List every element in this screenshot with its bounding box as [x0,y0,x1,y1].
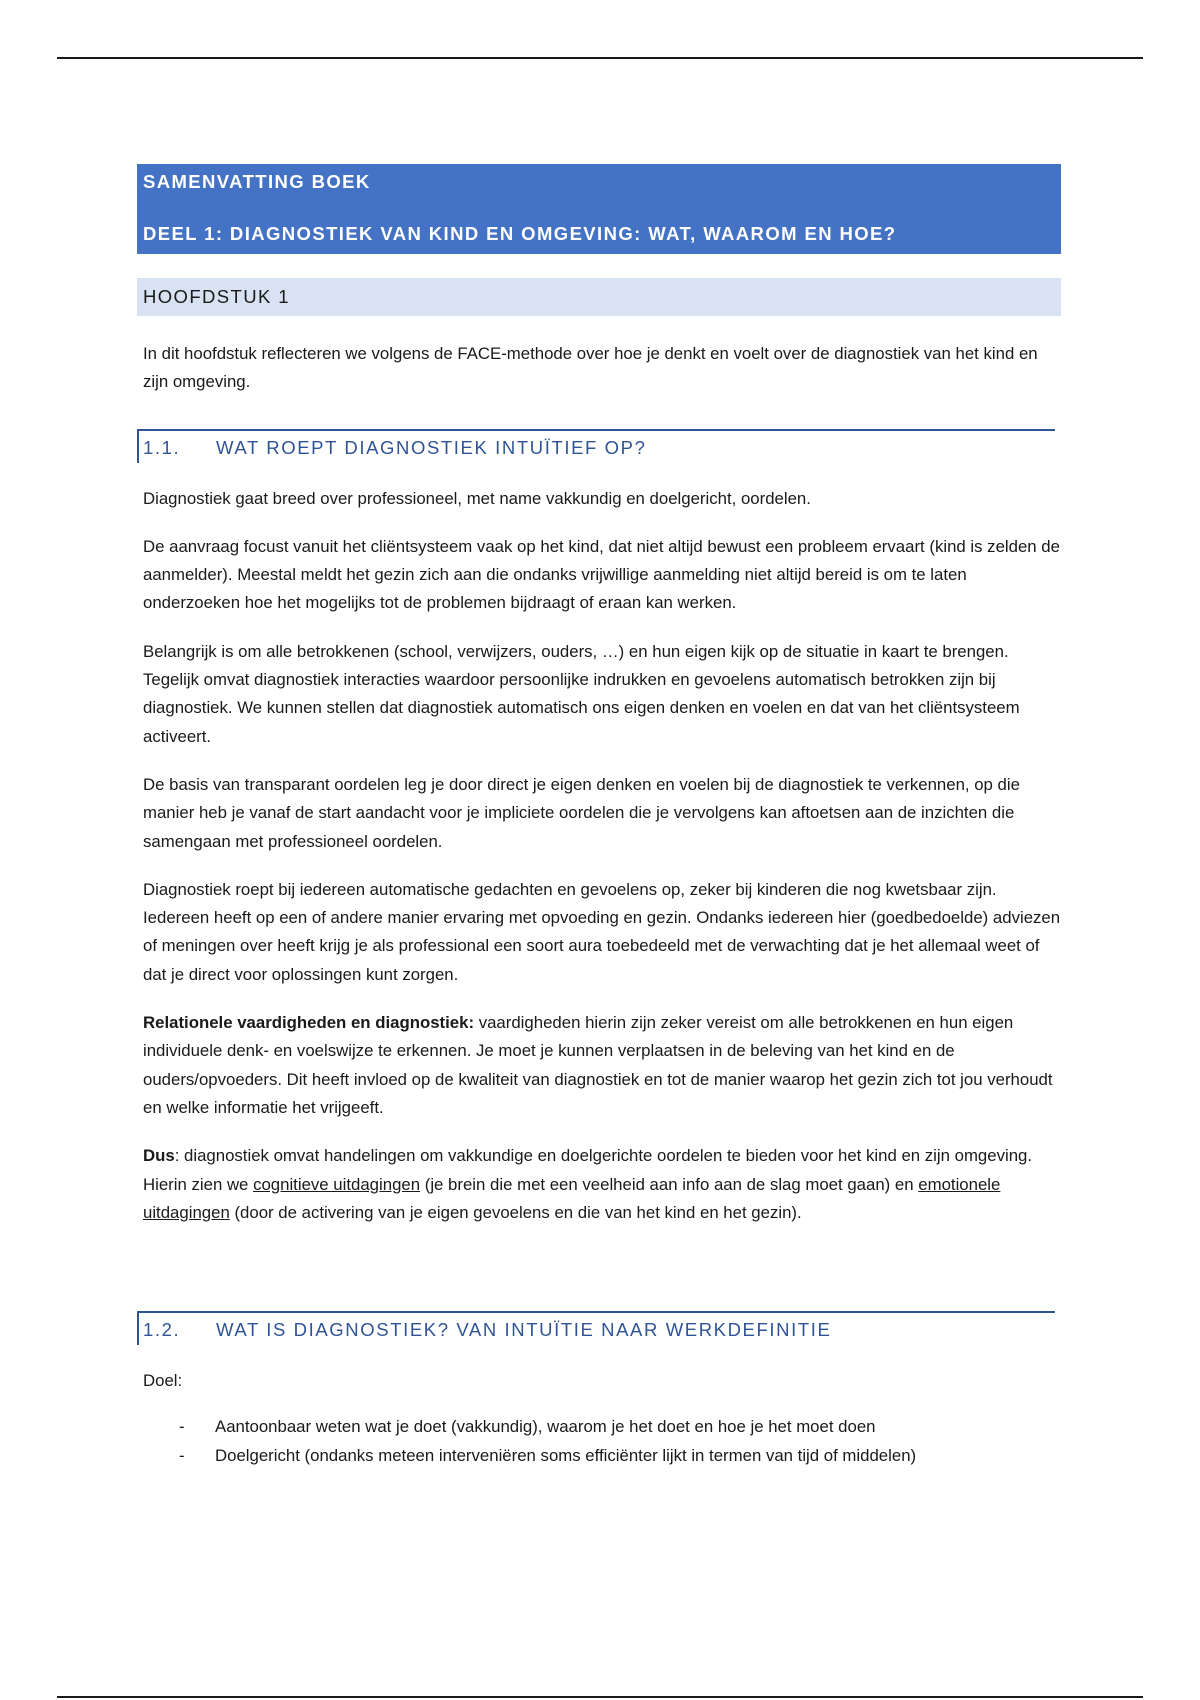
section-number: 1.2. [143,1319,181,1341]
banner-subtitle: DEEL 1: DIAGNOSTIEK VAN KIND EN OMGEVING: WAT, WAAROM EN HOE? [143,223,897,244]
bold-term: Dus [143,1146,175,1166]
list-item-text: Doelgericht (ondanks meteen interveniëren soms efficiënter lijkt in termen van tijd of middelen) [215,1445,917,1465]
paragraph: De basis van transparant oordelen leg je door direct je eigen denken en voelen bij de diagnostiek te verkennen, op die manier heb je vanaf de start aandacht voor je impliciete oordelen die je vervolgens kan aftoetsen aan de inzichten die samengaan met professioneel oordelen. [143,774,1020,851]
paragraph: Diagnostiek gaat breed over professioneel, met name vakkundig en doelgericht, oordelen. [143,488,811,508]
bullet-dash: - [179,1417,185,1437]
title-banner [137,164,1061,254]
paragraph-text: : diagnostiek omvat handelingen om vakkundige en doelgerichte oordelen te bieden voor het kind en zijn omgeving. Hierin zien we [143,1146,1033,1194]
goal-list [137,1413,1061,1470]
underlined-term: cognitieve uitdagingen [253,1174,421,1194]
list-item [137,1413,1061,1441]
bold-term: Relationele vaardigheden en diagnostiek: [143,1013,475,1033]
banner-title: SAMENVATTING BOEK [143,171,371,192]
paragraph: De aanvraag focust vanuit het cliëntsysteem vaak op het kind, dat niet altijd bewust een probleem ervaart (kind is zelden de aanmelder). Meestal meldt het gezin zich aan die ondanks vrijwillige aanmelding niet altijd bereid is om te laten onderzoeken hoe het mogelijks tot de problemen bijdraagt of eraan kan werken. [143,536,1060,613]
goal-label: Doel: [143,1371,183,1391]
bullet-dash: - [179,1445,185,1465]
chapter-intro: In dit hoofdstuk reflecteren we volgens de FACE-methode over hoe je denkt en voelt over de diagnostiek van het kind en zijn omgeving. [143,344,1038,392]
list-item [137,1442,1061,1470]
section-heading-1-2 [137,1311,1055,1345]
section-title: WAT IS DIAGNOSTIEK? VAN INTUÏTIE NAAR WERKDEFINITIE [216,1319,832,1341]
paragraph-text: vaardigheden hierin zijn zeker vereist om alle betrokkenen en hun eigen individuele denk- en voelswijze te erkennen. Je moet je kunnen verplaatsen in de beleving van het kind en de ouders/opvoeders. Dit heeft invloed op de kwaliteit van diagnostiek en tot de manier waarop het gezin zich tot jou verhoudt en welke informatie het vrijgeeft. [143,1013,1053,1117]
section-heading-1-1 [137,429,1055,463]
paragraph-conclusion [137,1142,1061,1227]
chapter-heading: HOOFDSTUK 1 [137,278,1061,316]
section-number: 1.1. [143,436,181,458]
section-title: WAT ROEPT DIAGNOSTIEK INTUÏTIEF OP? [216,436,647,458]
list-item-text: Aantoonbaar weten wat je doet (vakkundig), waarom je het doet en hoe je het moet doen [215,1417,876,1437]
page-bottom-rule [57,1696,1143,1698]
paragraph: Belangrijk is om alle betrokkenen (school, verwijzers, ouders, …) en hun eigen kijk op de situatie in kaart te brengen. Tegelijk omvat diagnostiek interacties waardoor persoonlijke indrukken en gevoelens automatisch betrokken zijn bij diagnostiek. We kunnen stellen dat diagnostiek automatisch ons eigen denken en voelen en dat van het cliëntsysteem activeert. [143,641,1020,746]
underlined-term: emotionele uitdagingen [143,1174,1001,1222]
paragraph-text: (je brein die met een veelheid aan info aan de slag moet gaan) en [420,1174,919,1194]
paragraph-relational-skills [137,1009,1061,1122]
document-body [137,164,1061,1470]
page-top-rule [57,57,1143,59]
paragraph: Diagnostiek roept bij iedereen automatische gedachten en gevoelens op, zeker bij kinderen die nog kwetsbaar zijn. Iedereen heeft op een of andere manier ervaring met opvoeding en gezin. Ondanks iedereen hier (goedbedoelde) adviezen of meningen over heeft krijg je als professional een soort aura toebedeeld met de verwachting dat je het allemaal weet of dat je direct voor oplossingen kunt zorgen. [143,879,1061,984]
paragraph-text: (door de activering van je eigen gevoelens en die van het kind en het gezin). [229,1202,802,1222]
